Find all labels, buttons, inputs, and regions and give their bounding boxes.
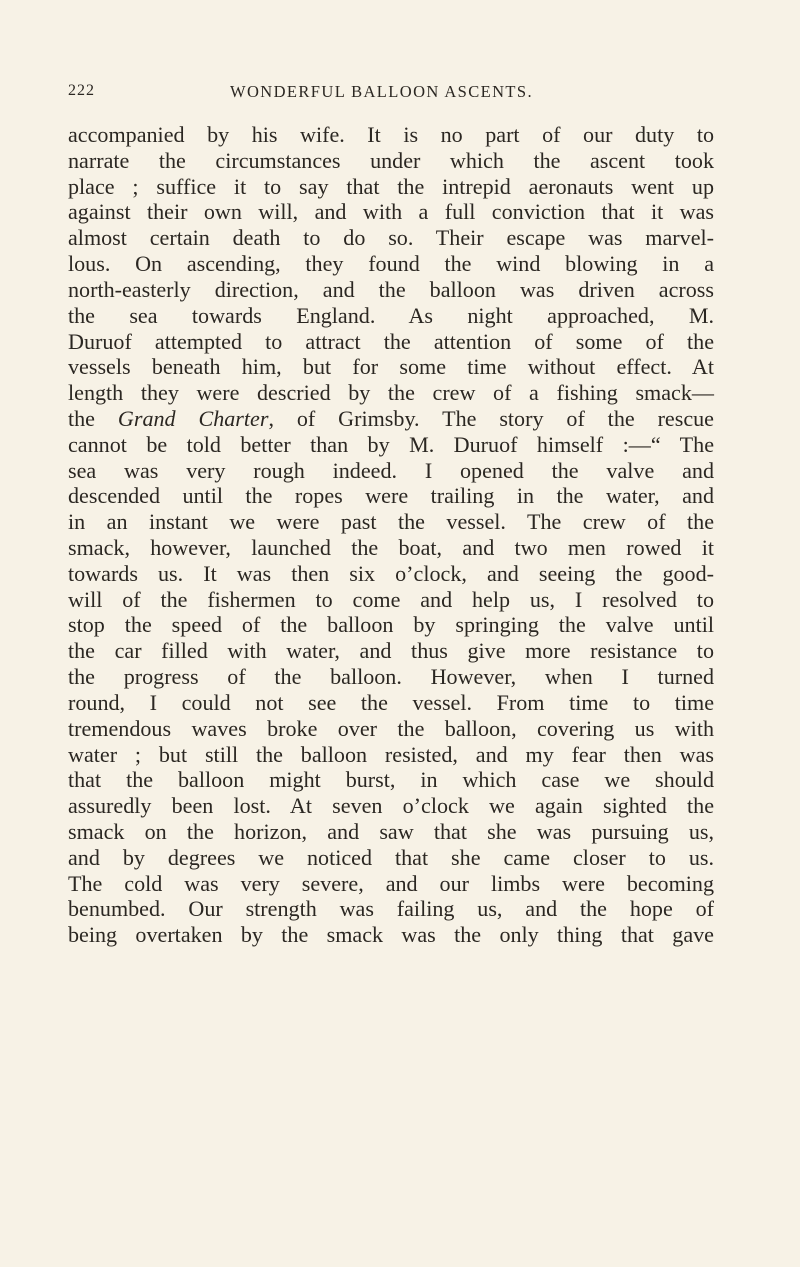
text-line-9: Duruof attempted to attract the attention of some of the <box>68 328 714 354</box>
text-line-11: length they were descried by the crew of a fishing smack— <box>68 380 714 406</box>
text-line-2: narrate the circumstances under which the ascent took <box>68 147 714 173</box>
page-header <box>68 82 714 106</box>
ship-name-italic: Grand Charter <box>117 405 269 431</box>
text-line-25: water ; but still the balloon resisted, and my fear then was <box>68 741 714 767</box>
text-line-23: round, I could not see the vessel. From time to time <box>68 689 714 715</box>
text-line-3: place ; suffice it to say that the intrepid aeronauts went up <box>68 173 714 199</box>
text-line-19: will of the fishermen to come and help us, I resolved to <box>68 586 714 612</box>
text-line-1: accompanied by his wife. It is no part of our duty to <box>68 122 714 147</box>
body-text <box>68 122 714 948</box>
text-line-27: assuredly been lost. At seven o’clock we again sighted the <box>68 793 714 819</box>
text-line-16: in an instant we were past the vessel. The crew of the <box>68 509 714 535</box>
text-line-21: the car filled with water, and thus give more resistance to <box>68 638 714 664</box>
text-line-15: descended until the ropes were trailing in the water, and <box>68 483 714 509</box>
running-title: WONDERFUL BALLOON ASCENTS. <box>230 82 534 101</box>
text-line-17: smack, however, launched the boat, and two men rowed it <box>68 535 714 560</box>
text-line-7: north-easterly direction, and the balloon was driven across <box>68 276 714 302</box>
text-line-12-after: , of Grimsby. The story of the rescue <box>268 405 714 431</box>
text-line-6: lous. On ascending, they found the wind blowing in a <box>68 251 714 277</box>
text-line-22: the progress of the balloon. However, when I turned <box>68 664 714 690</box>
text-line-10: vessels beneath him, but for some time without effect. At <box>68 354 714 380</box>
text-line-13: cannot be told better than by M. Duruof himself :—“ The <box>68 431 714 457</box>
text-line-4: against their own will, and with a full conviction that it was <box>68 199 714 225</box>
text-line-31: benumbed. Our strength was failing us, and the hope of <box>68 896 714 922</box>
page-number: 222 <box>68 82 95 99</box>
text-line-14: sea was very rough indeed. I opened the valve and <box>68 457 714 483</box>
text-line-8: the sea towards England. As night approached, M. <box>68 302 714 328</box>
text-line-18: towards us. It was then six o’clock, and seeing the good- <box>68 560 714 586</box>
text-line-32: being overtaken by the smack was the only thing that gave <box>68 922 714 948</box>
text-line-30: The cold was very severe, and our limbs were becoming <box>68 870 714 896</box>
text-line-24: tremendous waves broke over the balloon, covering us with <box>68 715 714 741</box>
text-line-12 <box>68 406 714 432</box>
text-line-29: and by degrees we noticed that she came closer to us. <box>68 844 714 870</box>
text-line-12-before: the <box>68 405 118 431</box>
text-line-5: almost certain death to do so. Their escape was marvel- <box>68 225 714 251</box>
text-line-20: stop the speed of the balloon by springing the valve until <box>68 612 714 638</box>
text-line-28: smack on the horizon, and saw that she was pursuing us, <box>68 818 714 844</box>
text-line-26: that the balloon might burst, in which case we should <box>68 767 714 793</box>
